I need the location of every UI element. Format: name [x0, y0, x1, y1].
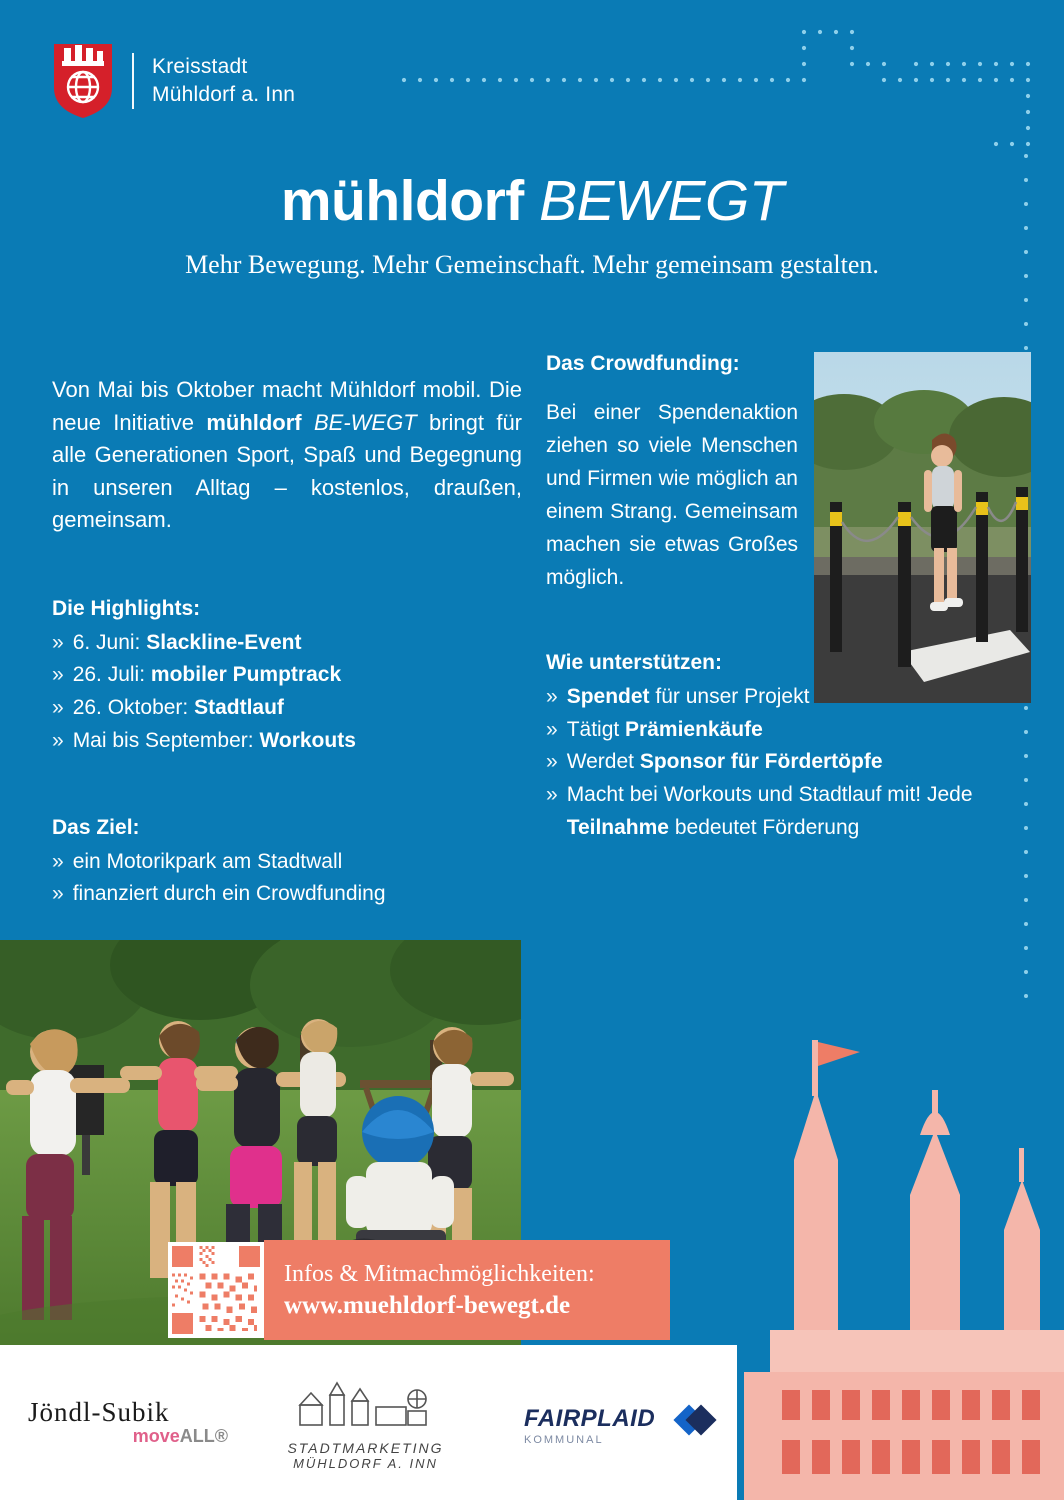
sponsor-sub: move	[132, 1426, 180, 1446]
sponsor-logo-joendl	[28, 1397, 228, 1447]
item-bold: Spendet	[566, 684, 650, 708]
chevron-icon: »	[546, 684, 558, 708]
item-pre: 26. Oktober:	[72, 696, 195, 720]
coat-of-arms-icon	[52, 42, 114, 120]
goal-list	[52, 846, 522, 912]
logo-text	[152, 53, 295, 110]
list-item	[52, 725, 522, 758]
dotted-skyline-decoration	[400, 22, 1040, 152]
left-column	[52, 352, 522, 911]
chevron-icon: »	[546, 783, 558, 807]
item-pre: Werdet	[566, 750, 640, 774]
sponsor-footer	[0, 1345, 737, 1500]
list-item	[546, 746, 1016, 779]
highlights-list	[52, 627, 522, 758]
item-pre: Tätigt	[566, 717, 626, 741]
highlights-heading: Die Highlights:	[52, 596, 201, 620]
list-item	[52, 659, 522, 692]
logo-line-1: Kreisstadt	[152, 54, 248, 78]
cta-url[interactable]: www.muehldorf-bewegt.de	[284, 1291, 571, 1319]
item-pre: 26. Juli:	[72, 663, 151, 687]
qr-code[interactable]	[168, 1242, 264, 1338]
intro-bold: mühldorf	[206, 409, 314, 435]
goal-heading: Das Ziel:	[52, 815, 140, 839]
highlights-block	[52, 597, 522, 758]
item-pre: Mai bis September:	[72, 728, 260, 752]
support-list	[546, 681, 1016, 845]
title-bold: mühldorf	[280, 169, 524, 233]
item-bold: Prämienkäufe	[625, 717, 763, 741]
intro-part-2: bringt für alle Generationen Sport, Spaß und Begegnung in unseren Alltag – kostenlos, draußen, gemeinsam.	[52, 409, 523, 533]
sponsor-logo-fairplaid	[524, 1405, 655, 1446]
item-bold: Sponsor für Fördertöpfe	[639, 750, 883, 774]
logo-line-2: Mühldorf a. Inn	[152, 83, 296, 106]
cta-line-1: Infos & Mitmachmöglichkeiten:	[284, 1260, 595, 1287]
sponsor-sub-2: ALL®	[179, 1426, 228, 1446]
item-pre: Macht bei Workouts und Stadtlauf mit! Jede	[566, 783, 973, 807]
item-bold: Workouts	[259, 728, 356, 752]
title-light: BEWEGT	[539, 169, 784, 233]
sponsor-name: Jöndl-Subik	[28, 1397, 170, 1427]
item-pre: ein Motorikpark am Stadtwall	[72, 849, 343, 873]
chevron-icon: »	[52, 663, 64, 687]
chevron-icon: »	[546, 717, 558, 741]
page-title	[0, 168, 1064, 234]
item-post: für unser Projekt	[649, 684, 810, 708]
item-pre: 6. Juni:	[72, 630, 147, 654]
pink-skyline-decoration	[724, 980, 1064, 1500]
sponsor-sub: KOMMUNAL	[524, 1434, 604, 1446]
intro-paragraph	[52, 374, 522, 537]
goal-block	[52, 816, 522, 912]
support-heading: Wie unterstützen:	[546, 650, 722, 674]
middle-column	[546, 352, 973, 845]
list-item	[546, 779, 1016, 845]
chevron-icon: »	[52, 882, 64, 906]
crowdfunding-heading: Das Crowdfunding:	[546, 352, 740, 375]
item-bold: Stadtlauf	[194, 696, 284, 720]
list-item	[52, 878, 522, 911]
sponsor-name: FAIRPLAID	[524, 1405, 656, 1432]
chevron-icon: »	[52, 849, 64, 873]
sponsor-logo-stadtmarketing	[278, 1381, 453, 1471]
item-bold: mobiler Pumptrack	[150, 663, 342, 687]
chevron-icon: »	[52, 630, 64, 654]
intro-italic: BE-WEGT	[313, 409, 417, 435]
photo-outdoor-fitness	[814, 352, 1031, 703]
intro-part-1: Von Mai bis Oktober macht Mühldorf mobil. Die neue Initiative	[52, 377, 522, 435]
item-post: bedeutet Förderung	[669, 815, 860, 839]
logo-divider	[132, 53, 134, 109]
item-pre: finanziert durch ein Crowdfunding	[72, 882, 386, 906]
page-subtitle: Mehr Bewegung. Mehr Gemeinschaft. Mehr gemeinsam gestalten.	[185, 250, 879, 279]
sponsor-name-2: MÜHLDORF A. INN	[293, 1456, 438, 1471]
chevron-icon: »	[546, 750, 558, 774]
chevron-icon: »	[52, 696, 64, 720]
chevron-icon: »	[52, 728, 64, 752]
sponsor-name: STADTMARKETING	[287, 1440, 444, 1456]
crowdfunding-text: Bei einer Spendenaktion ziehen so viele Menschen und Firmen wie möglich an einem Strang. Gemeinsam machen sie etwas Großes möglich.	[546, 401, 798, 589]
list-item	[52, 846, 522, 879]
list-item	[52, 627, 522, 660]
item-bold: Slackline-Event	[146, 630, 302, 654]
cta-banner[interactable]	[264, 1240, 670, 1340]
brand-logo	[52, 42, 295, 120]
list-item	[546, 714, 1016, 747]
list-item	[52, 692, 522, 725]
item-bold: Teilnahme	[566, 815, 669, 839]
